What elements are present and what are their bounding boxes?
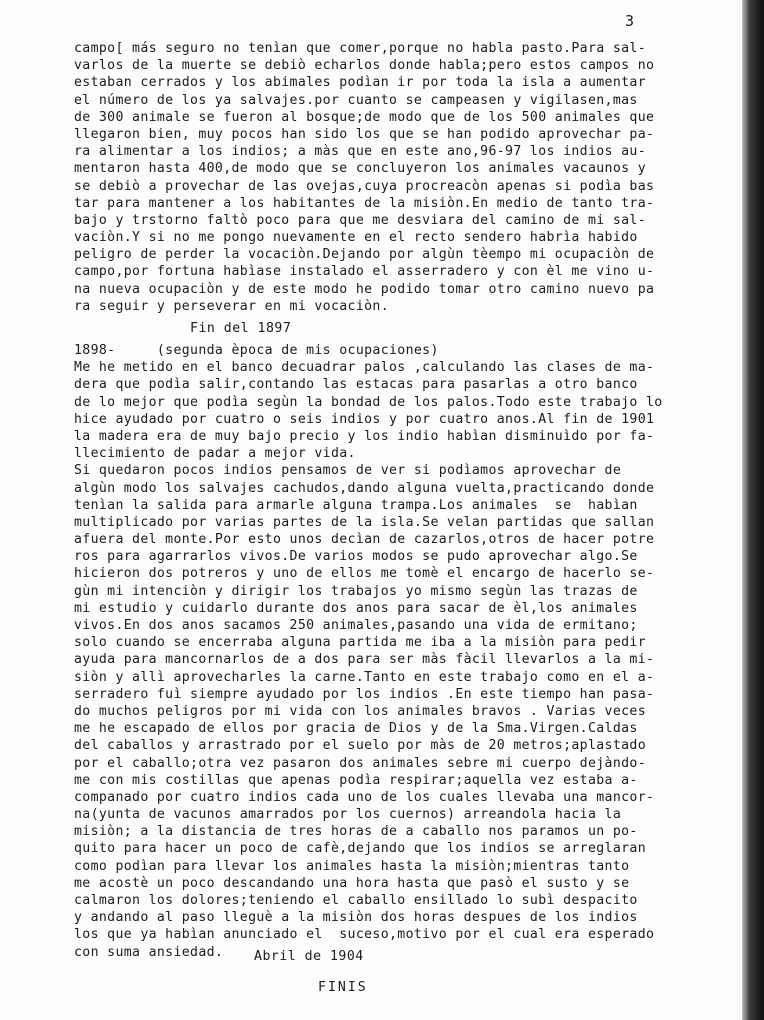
paragraph-2-line: y andando al paso lleguè a la misiòn dos horas despues de los indios	[74, 910, 638, 926]
page-number: 3	[625, 12, 635, 30]
paragraph-2-line: la madera era de muy bajo precio y los indio habìan disminuìdo por fa-	[74, 428, 655, 444]
paragraph-2-line: me he escapado de ellos por gracia de Dios y de la Sma.Virgen.Caldas	[74, 721, 638, 737]
paragraph-2-line: mi estudio y cuidarlo durante dos anos para sacar de èl,los animales	[74, 600, 638, 616]
paragraph-2-line: na(yunta de vacunos amarrados por los cuernos) arreandola hacia la	[74, 807, 622, 823]
paragraph-1-line: peligro de perder la vocaciòn.Dejando por algùn tèempo mi ocupaciòn de	[74, 247, 655, 263]
paragraph-1-line: tar para mantener a los habitantes de la misiòn.En medio de tanto tra-	[74, 195, 655, 211]
paragraph-2-line: siòn y allì aprovecharles la carne.Tanto en este trabajo como en el a-	[74, 669, 655, 685]
paragraph-1-line: ra alimentar a los indios; a màs que en este ano,96-97 los indios au-	[74, 144, 646, 160]
finis-label: FINIS	[318, 980, 368, 995]
paragraph-2-line: misiòn; a la distancia de tres horas de a caballo nos paramos un po-	[74, 824, 638, 840]
paragraph-2-line: multiplicado por varias partes de la isla.Se velan partidas que sallan	[74, 514, 655, 530]
paragraph-2-line: me con mis costillas que apenas podìa respirar;aquella vez estaba a-	[74, 772, 638, 788]
date-line: Abril de 1904	[254, 949, 364, 964]
paragraph-1-line: estaban cerrados y los abimales podìan ir por toda la isla a aumentar	[74, 75, 646, 91]
paragraph-1-line: se debiò a provechar de las ovejas,cuya procreacòn apenas si podìa bas	[74, 178, 655, 194]
paragraph-1-line: el número de los ya salvajes.por cuanto se campeasen y vigilasen,mas	[74, 92, 638, 108]
paragraph-2-line: por el caballo;otra vez pasaron dos animales sebre mi cuerpo dejàndo-	[74, 755, 646, 771]
paragraph-1-line: bajo y trstorno faltò poco para que me desviara del camino de mi sal-	[74, 212, 646, 228]
paragraph-1-line: campo[ más seguro no tenìan que comer,porque no habla pasto.Para sal-	[74, 41, 646, 56]
paragraph-1-line: llegaron bien, muy pocos han sido los que se han podido aprovechar pa-	[74, 126, 655, 142]
paragraph-1-line: na nueva ocupaciòn y de este modo he podido tomar otro camino nuevo pa	[74, 281, 655, 297]
paragraph-2-line: serradero fuì siempre ayudado por los indios .En este tiempo han pasa-	[74, 686, 655, 702]
paragraph-2-line: del caballos y arrastrado por el suelo por màs de 20 metros;aplastado	[74, 738, 646, 754]
paragraph-2-line: los que ya habìan anunciado el suceso,motivo por el cual era esperado	[74, 927, 655, 943]
paragraph-1-line: mentaron hasta 400,de modo que se concluyeron los animales vacaunos y	[74, 161, 646, 177]
paragraph-2-line: ayuda para mancornarlos de a dos para ser màs fàcil llevarlos a la mi-	[74, 652, 655, 668]
paragraph-2-line: Si quedaron pocos indios pensamos de ver si podìamos aprovechar de	[74, 463, 622, 479]
paragraph-1-line: campo,por fortuna habìase instalado el asserradero y con èl me vino u-	[74, 264, 655, 280]
paragraph-2-line: me acostè un poco descandando una hora hasta que pasò el susto y se	[74, 875, 630, 891]
paragraph-1898-pre	[74, 40, 746, 315]
section-end-1897: Fin del 1897	[190, 321, 292, 336]
paragraph-2-line: 1898- (segunda època de mis ocupaciones)	[74, 343, 439, 358]
paragraph-2-line: solo cuando se encerraba alguna partida me iba a la misiòn para pedir	[74, 635, 646, 651]
paragraph-2-line: tenìan la salida para armarle alguna trampa.Los animales se habìan	[74, 497, 638, 513]
paragraph-2-line: do muchos peligros por mi vida con los animales bravos . Varias veces	[74, 703, 646, 719]
paragraph-2-line: ros para agarrarlos vivos.De varios modos se pudo aprovechar algo.Se	[74, 549, 638, 565]
paragraph-2-line: hicieron dos potreros y uno de ellos me tomè el encargo de hacerlo se-	[74, 566, 655, 582]
paragraph-2-line: llecimiento de padar a mejor vida.	[74, 446, 356, 462]
paragraph-1-line: vaciòn.Y si no me pongo nuevamente en el recto sendero habrìa habido	[74, 230, 638, 246]
paragraph-2-line: como podìan para llevar los animales hasta la misiòn;mientras tanto	[74, 858, 630, 874]
paragraph-2-line: afuera del monte.Por esto unos decìan de cazarlos,otros de hacer potre	[74, 532, 655, 548]
paragraph-2-line: quito para hacer un poco de cafè,dejando que los indios se arreglaran	[74, 841, 646, 857]
paragraph-2-line: calmaron los dolores;teniendo el caballo ensillado lo subì despacito	[74, 893, 638, 908]
paragraph-2-line: vivos.En dos anos sacamos 250 animales,pasando una vida de ermitano;	[74, 618, 638, 633]
paragraph-2-line: hice ayudado por cuatro o seis indios y por cuatro anos.Al fin de 1901	[74, 411, 655, 427]
paragraph-2-line: con suma ansiedad.	[74, 944, 224, 960]
paragraph-2-line: gùn mi intenciòn y dirigir los trabajos yo mismo segùn las trazas de	[74, 583, 638, 599]
paragraph-2-line: Me he metido en el banco decuadrar palos ,calculando las clases de ma-	[74, 360, 655, 376]
paragraph-1-line: varlos de la muerte se debiò echarlos donde habla;pero estos campos no	[74, 58, 655, 74]
paragraph-2-line: algùn modo los salvajes cachudos,dando alguna vuelta,practicando donde	[74, 480, 655, 496]
paragraph-2-line: companado por cuatro indios cada uno de los cuales llevaba una mancor-	[74, 789, 655, 805]
paragraph-2-line: de lo mejor que podìa segùn la bondad de los palos.Todo este trabajo lo	[74, 394, 663, 410]
paragraph-1-line: de 300 animale se fueron al bosque;de modo que de los 500 animales que	[74, 109, 655, 125]
paragraph-segunda-epoca	[74, 342, 746, 961]
paragraph-1-line: ra seguir y perseverar en mi vocaciòn.	[74, 298, 390, 314]
paragraph-2-line: dera que podìa salir,contando las estacas para pasarlas a otro banco	[74, 377, 638, 393]
